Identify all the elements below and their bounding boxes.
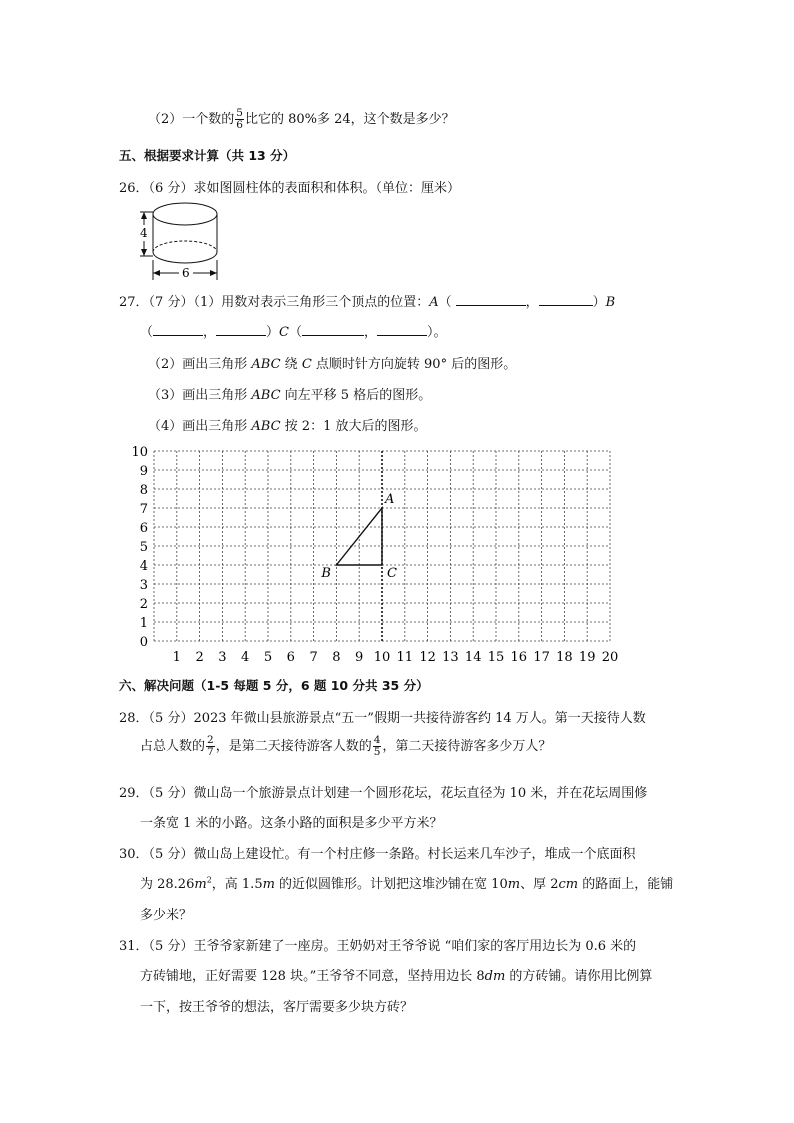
point-b-label: B	[605, 295, 616, 310]
q31-line2: 方砖铺地，正好需要 128 块。”王爷爷不同意，坚持用边长 8dm 的方砖铺。请你用比例算	[140, 969, 653, 984]
cylinder-bottom-front	[153, 252, 217, 263]
q26-text: 26．（6 分）求如图圆柱体的表面积和体积。（单位：厘米）	[119, 181, 460, 196]
grid-tick-labels	[131, 445, 618, 665]
x-tick-label: 20	[601, 650, 619, 665]
q31-line1: 31．（5 分）王爷爷家新建了一座房。王奶奶对王爷爷说 “咱们家的客厅用边长为 0.6 米的	[119, 939, 637, 954]
cylinder-top	[153, 203, 217, 225]
point-a-label: A	[429, 295, 439, 310]
blank-a-y[interactable]	[539, 293, 593, 306]
x-tick-label: 2	[195, 650, 204, 665]
height-label: 4	[140, 226, 148, 240]
y-tick-label: 3	[139, 578, 148, 593]
q29-line1: 29．（5 分）微山岛一个旅游景点计划建一个圆形花坛，花坛直径为 10 米，并在花坛周围修	[119, 786, 648, 801]
q27-sub3: （3）画出三角形 ABC 向左平移 5 格后的图形。	[148, 388, 432, 403]
q27-sub2: （2）画出三角形 ABC 绕 C 点顺时针方向旋转 90° 后的图形。	[148, 357, 517, 372]
y-tick-label: 10	[131, 445, 148, 460]
cylinder-bottom-back	[153, 241, 217, 252]
fraction-2-7: $\frac{2}{7}$	[207, 734, 214, 758]
x-tick-label: 6	[286, 650, 295, 665]
y-tick-label: 4	[139, 559, 148, 574]
y-tick-label: 9	[139, 464, 148, 479]
q25-2-suffix: 比它的 80%多 24，这个数是多少？	[244, 112, 455, 127]
y-tick-label: 0	[139, 635, 148, 650]
x-tick-label: 10	[373, 650, 391, 665]
vertex-a-label: A	[385, 492, 395, 507]
y-tick-label: 1	[139, 616, 148, 631]
section-5-title: 五、根据要求计算（共 13 分）	[119, 148, 296, 163]
q29-line2: 一条宽 1 米的小路。这条小路的面积是多少平方米？	[140, 816, 443, 831]
x-tick-label: 15	[487, 650, 505, 665]
q30-line3: 多少米？	[140, 908, 193, 923]
y-tick-label: 2	[139, 597, 148, 612]
x-tick-label: 16	[510, 650, 528, 665]
q28-line1: 28．（5 分）2023 年微山县旅游景点“五一”假期一共接待游客约 14 万人。第一天接待人数	[119, 711, 646, 726]
x-tick-label: 11	[396, 650, 414, 665]
x-tick-label: 18	[556, 650, 573, 665]
vertex-b-label: B	[321, 566, 331, 581]
x-tick-label: 4	[241, 650, 250, 665]
blank-b-y[interactable]	[216, 323, 266, 336]
q27-line2: （ ， ）C（ ， ）。	[140, 325, 447, 340]
x-tick-label: 5	[263, 650, 273, 665]
width-label: 6	[182, 266, 190, 280]
y-tick-label: 7	[139, 502, 148, 517]
q25-2-prefix: （2）一个数的	[148, 112, 235, 127]
blank-c-y[interactable]	[377, 323, 427, 336]
blank-a-x[interactable]	[456, 293, 526, 306]
height-arrow-up	[141, 212, 147, 219]
cylinder-figure	[130, 196, 230, 288]
q30-line1: 30．（5 分）微山岛上建设忙。有一个村庄修一条路。村长运来几车沙子，堆成一个底面积	[119, 847, 636, 862]
x-tick-label: 14	[464, 650, 482, 665]
x-tick-label: 7	[309, 650, 318, 665]
x-tick-label: 12	[419, 650, 436, 665]
x-tick-label: 19	[578, 650, 596, 665]
q30-line2: 为 $28.26m^2$，高 1.5m 的近似圆锥形。计划把这堆沙铺在宽 10m、厚 2cm 的路面上，能铺	[140, 875, 674, 892]
y-tick-label: 6	[139, 521, 148, 536]
q31-line3: 一下，按王爷爷的想法，客厅需要多少块方砖？	[140, 1000, 414, 1015]
q25-2-line	[148, 108, 455, 131]
point-c-label: C	[279, 325, 289, 340]
y-tick-label: 5	[139, 540, 148, 555]
x-tick-label: 13	[442, 650, 459, 665]
q28-line2: 占总人数的 $\frac{2}{7}$ ，是第二天接待游客人数的 $\frac{4}{5}$ ，第二天接待游客多少万人？	[140, 734, 552, 758]
x-tick-label: 3	[218, 650, 227, 665]
q27-line1: 27．（7 分）（1）用数对表示三角形三个顶点的位置：A（ ， ）B	[119, 295, 616, 310]
x-tick-label: 1	[172, 650, 181, 665]
x-tick-label: 9	[355, 650, 364, 665]
q27-sub4: （4）画出三角形 ABC 按 2：1 放大后的图形。	[148, 419, 427, 434]
section-6-title: 六、解决问题（1-5 每题 5 分，6 题 10 分共 35 分）	[119, 678, 429, 693]
height-arrow-down	[141, 249, 147, 256]
blank-b-x[interactable]	[153, 323, 203, 336]
x-tick-label: 8	[332, 650, 341, 665]
fraction-5-6: $\frac{5}{6}$	[236, 107, 243, 131]
vertex-c-label: C	[387, 566, 397, 581]
coordinate-grid[interactable]	[124, 440, 624, 672]
y-tick-label: 8	[139, 483, 148, 498]
x-tick-label: 17	[533, 650, 550, 665]
fraction-4-5: $\frac{4}{5}$	[373, 734, 381, 758]
blank-c-x[interactable]	[302, 323, 364, 336]
